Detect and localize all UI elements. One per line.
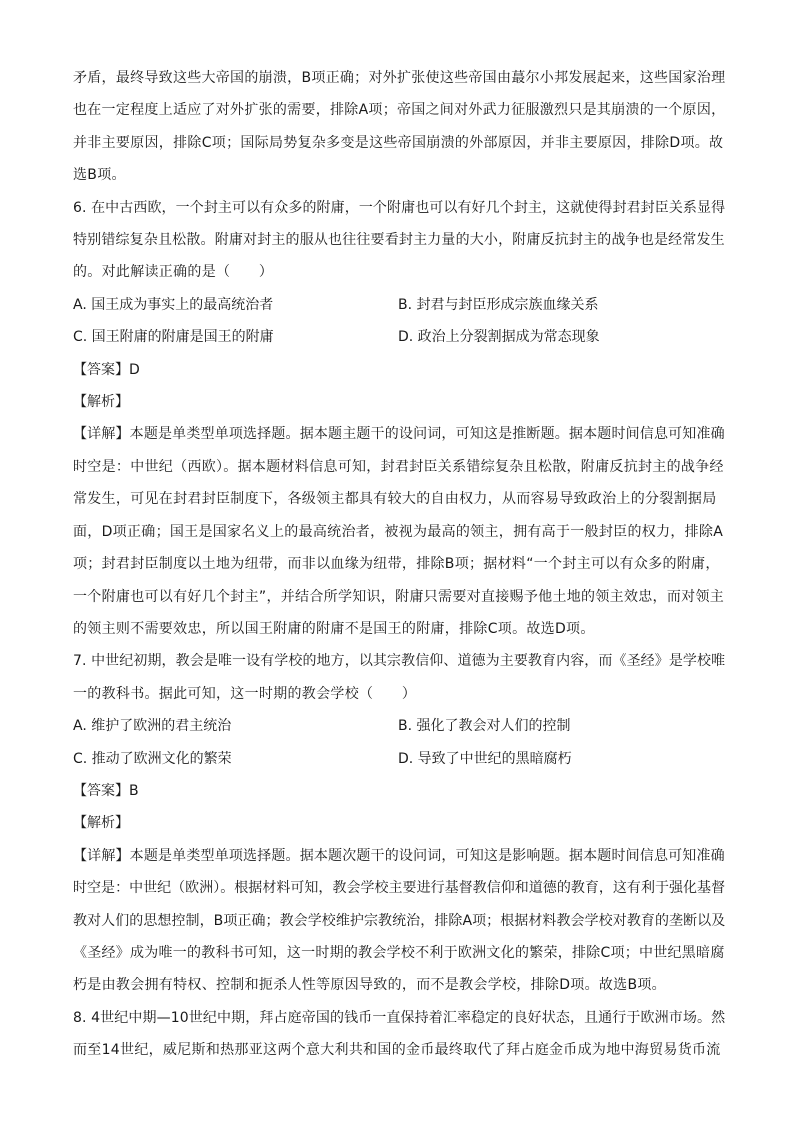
option-d: D. 政治上分裂割据成为常态现象: [398, 329, 600, 346]
option-b: B. 封君与封臣形成宗族血缘关系: [398, 296, 599, 313]
text-line: 6. 在中古西欧，一个封主可以有众多的附庸，一个附庸也可以有好几个封主，这就使得封君封臣关系显得: [73, 199, 726, 216]
option-c: C. 推动了欧洲文化的繁荣: [73, 750, 232, 767]
text-line: 时空是：中世纪（西欧）。据本题材料信息可知，封君封臣关系错综复杂且松散，附庸反抗封主的战争经: [73, 458, 724, 475]
document-page: [73, 62, 725, 1067]
option-a: A. 维护了欧洲的君主统治: [73, 718, 232, 735]
text-line: 朽是由教会拥有特权、控制和扼杀人性等原因导致的，而不是教会学校，排除D项。故选B项。: [73, 977, 666, 994]
text-line: 《圣经》成为唯一的教科书可知，这一时期的教会学校不利于欧洲文化的繁荣，排除C项；中世纪黑暗腐: [73, 944, 725, 961]
text-line: 教对人们的思想控制，B项正确；教会学校维护宗教统治，排除A项；根据材料教会学校对教育的垄断以及: [73, 912, 726, 929]
text-line: 选B项。: [73, 167, 126, 184]
text-line: 面，D项正确；国王是国家名义上的最高统治者，被视为最高的领主，拥有高于一般封臣的权力，排除A: [73, 523, 724, 540]
question-6-analysis-label: 【解析】: [73, 394, 129, 411]
text-line: 一的教科书。据此可知，这一时期的教会学校（ ）: [73, 685, 417, 702]
previous-answer-continuation: [73, 62, 725, 192]
question-6-answer: 【答案】D: [73, 361, 140, 378]
question-6-stem: [73, 192, 725, 289]
text-line: 常发生，可见在封君封臣制度下，各级领主都具有较大的自由权力，从而容易导致政治上的分裂割据局: [73, 491, 717, 508]
text-line: 时空是：中世纪（欧洲）。根据材料可知，教会学校主要进行基督教信仰和道德的教育，这有利于强化基督: [73, 880, 726, 897]
text-line: 的。对此解读正确的是（ ）: [73, 264, 274, 281]
question-7-answer: 【答案】B: [73, 782, 139, 799]
text-line: 【详解】本题是单类型单项选择题。据本题主题干的设问词，可知这是推断题。据本题时间信息可知准确: [73, 426, 725, 443]
text-line: 而至14世纪，威尼斯和热那亚这两个意大利共和国的金币最终取代了拜占庭金币成为地中海贸易货币流: [73, 1042, 721, 1059]
option-d: D. 导致了中世纪的黑暗腐朽: [398, 750, 572, 767]
question-6-detail: [73, 418, 725, 645]
question-7-detail: [73, 840, 725, 1002]
question-6-options: [73, 289, 725, 354]
question-8-stem: [73, 1002, 725, 1067]
question-7-analysis-label: 【解析】: [73, 815, 129, 832]
text-line: 矛盾，最终导致这些大帝国的崩溃，B项正确；对外扩张使这些帝国由蕞尔小邦发展起来，这些国家治理: [73, 70, 726, 86]
option-a: A. 国王成为事实上的最高统治者: [73, 296, 274, 313]
text-line: 特别错综复杂且松散。附庸对封主的服从也往往要看封主力量的大小，附庸反抗封主的战争也是经常发生: [73, 232, 725, 249]
option-b: B. 强化了教会对人们的控制: [398, 718, 571, 735]
text-line: 也在一定程度上适应了对外扩张的需要，排除A项；帝国之间对外武力征服激烈只是其崩溃的一个原因，: [73, 102, 726, 119]
question-7-stem: [73, 645, 725, 710]
text-line: 8. 4世纪中期—10世纪中期，拜占庭帝国的钱币一直保持着汇率稳定的良好状态，且通行于欧洲市场。然: [73, 1009, 726, 1026]
text-line: 7. 中世纪初期，教会是唯一设有学校的地方，以其宗教信仰、道德为主要教育内容，而《圣经》是学校唯: [73, 653, 726, 670]
text-line: 并非主要原因，排除C项；国际局势复杂多变是这些帝国崩溃的外部原因，并非主要原因，排除D项。故: [73, 134, 724, 151]
text-line: 【详解】本题是单类型单项选择题。据本题次题干的设问词，可知这是影响题。据本题时间信息可知准确: [73, 847, 725, 864]
text-line: 一个附庸也可以有好几个封主”，并结合所学知识，附庸只需要对直接赐予他土地的领主效忠，而对领主: [73, 588, 725, 605]
question-7-options: [73, 710, 725, 775]
text-line: 项；封君封臣制度以土地为纽带，而非以血缘为纽带，排除B项；据材料“一个封主可以有众多的附庸，: [73, 556, 720, 573]
text-line: 的领主则不需要效忠，所以国王附庸的附庸不是国王的附庸，排除C项。故选D项。: [73, 620, 595, 637]
option-c: C. 国王附庸的附庸是国王的附庸: [73, 329, 274, 346]
